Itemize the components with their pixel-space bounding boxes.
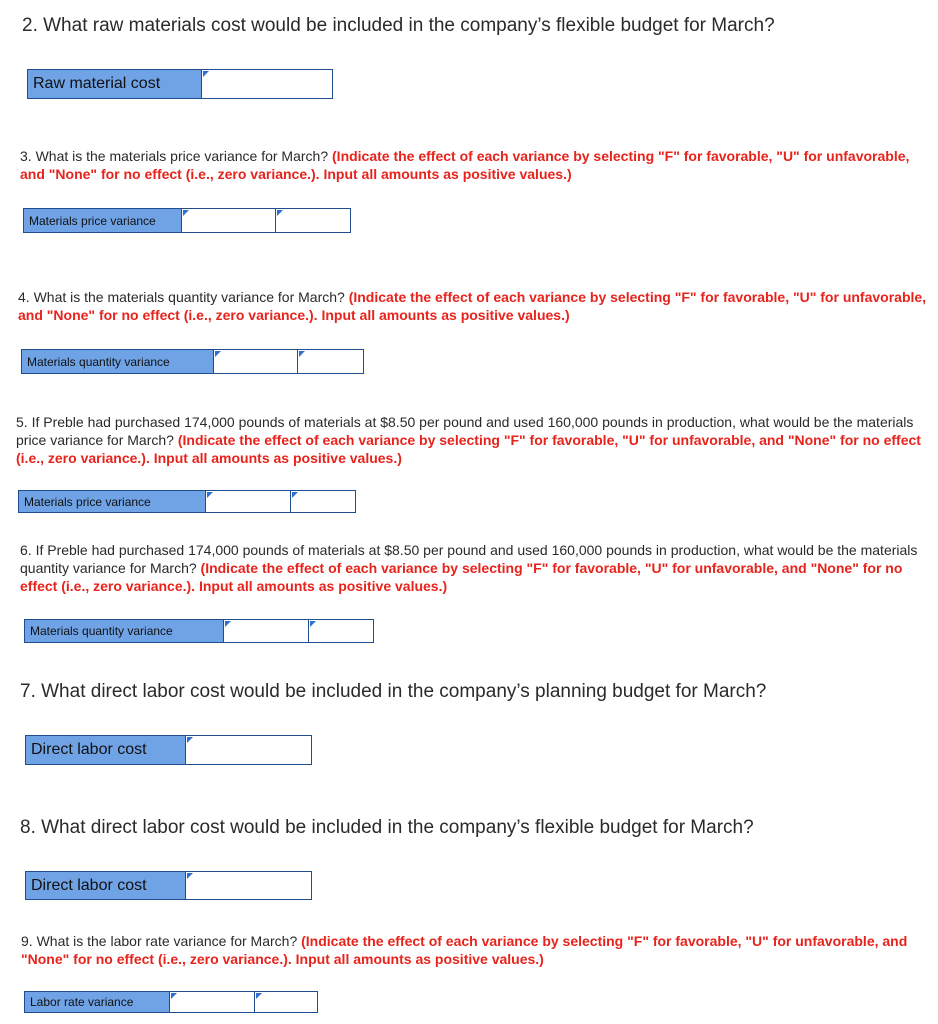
q2-label: Raw material cost xyxy=(28,70,202,98)
q9-effect-select[interactable] xyxy=(255,992,317,1012)
q9-amount-cell xyxy=(170,992,254,1012)
question-9 xyxy=(21,932,933,968)
q3-effect-cell xyxy=(275,209,350,232)
q5-effect-cell xyxy=(290,491,355,512)
question-3 xyxy=(20,147,930,183)
q5-effect-select[interactable] xyxy=(291,491,355,512)
q6-answer-row xyxy=(24,619,374,643)
question-5-instruction: (Indicate the effect of each variance by selecting "F" for favorable, "U" for unfavorable, and "None" for no effect (i.e., zero variance.). Input all amounts as positive values.) xyxy=(16,432,921,467)
question-9-text: 9. What is the labor rate variance for March? xyxy=(21,933,302,949)
q6-label: Materials quantity variance xyxy=(25,620,224,642)
question-9-instruction: (Indicate the effect of each variance by selecting "F" for favorable, "U" for unfavorable, and "None" for no effect (i.e., zero variance.). Input all amounts as positive values.) xyxy=(21,933,908,968)
q9-answer-row xyxy=(24,991,318,1013)
q7-amount-cell xyxy=(186,736,311,764)
q9-amount-input[interactable] xyxy=(170,992,254,1012)
q5-amount-cell xyxy=(206,491,290,512)
question-4 xyxy=(18,288,930,324)
question-2 xyxy=(22,14,922,39)
q8-label: Direct labor cost xyxy=(26,872,186,899)
question-6-text: 6. If Preble had purchased 174,000 pounds of materials at $8.50 per pound and used 160,000 pounds in production, what would be the materials quantity variance for March? xyxy=(20,542,918,577)
q8-answer-row xyxy=(25,871,312,900)
q9-effect-cell xyxy=(254,992,317,1012)
q7-label: Direct labor cost xyxy=(26,736,186,764)
question-8 xyxy=(20,816,920,841)
q8-amount-cell xyxy=(186,872,311,899)
q3-answer-row xyxy=(23,208,351,233)
q4-label: Materials quantity variance xyxy=(22,350,214,373)
q4-effect-cell xyxy=(297,350,363,373)
question-8-text: 8. What direct labor cost would be included in the company’s flexible budget for March? xyxy=(20,817,754,838)
q3-effect-select[interactable] xyxy=(276,209,350,232)
q9-label: Labor rate variance xyxy=(25,992,170,1012)
q4-answer-row xyxy=(21,349,364,374)
question-5 xyxy=(16,413,932,468)
q4-amount-input[interactable] xyxy=(214,350,297,373)
question-3-instruction: (Indicate the effect of each variance by selecting "F" for favorable, "U" for unfavorable, and "None" for no effect (i.e., zero variance.). Input all amounts as positive values.) xyxy=(20,148,910,183)
question-6-instruction: (Indicate the effect of each variance by selecting "F" for favorable, "U" for unfavorable, and "None" for no effect (i.e., zero variance.). Input all amounts as positive values.) xyxy=(20,560,903,595)
q4-effect-select[interactable] xyxy=(298,350,363,373)
q2-amount-input[interactable] xyxy=(202,70,332,98)
q3-amount-input[interactable] xyxy=(182,209,275,232)
q8-amount-input[interactable] xyxy=(186,872,311,899)
question-3-text: 3. What is the materials price variance for March? xyxy=(20,148,333,164)
q5-label: Materials price variance xyxy=(19,491,206,512)
question-5-text: 5. If Preble had purchased 174,000 pounds of materials at $8.50 per pound and used 160,000 pounds in production, what would be the materials price variance for March? xyxy=(16,414,914,449)
question-2-text: 2. What raw materials cost would be included in the company’s flexible budget for March? xyxy=(22,15,775,36)
q5-amount-input[interactable] xyxy=(206,491,290,512)
q7-amount-input[interactable] xyxy=(186,736,311,764)
q6-amount-input[interactable] xyxy=(224,620,308,642)
q6-effect-select[interactable] xyxy=(309,620,373,642)
question-6 xyxy=(20,541,932,596)
q5-answer-row xyxy=(18,490,356,513)
q6-amount-cell xyxy=(224,620,308,642)
q6-effect-cell xyxy=(308,620,373,642)
q3-amount-cell xyxy=(182,209,275,232)
q7-answer-row xyxy=(25,735,312,765)
question-7-text: 7. What direct labor cost would be included in the company’s planning budget for March? xyxy=(20,681,767,702)
question-4-text: 4. What is the materials quantity variance for March? xyxy=(18,289,349,305)
q3-label: Materials price variance xyxy=(24,209,182,232)
q2-answer-row xyxy=(27,69,333,99)
question-7 xyxy=(20,680,920,705)
question-4-instruction: (Indicate the effect of each variance by selecting "F" for favorable, "U" for unfavorable, and "None" for no effect (i.e., zero variance.). Input all amounts as positive values.) xyxy=(18,289,927,324)
q2-amount-cell xyxy=(202,70,332,98)
q4-amount-cell xyxy=(214,350,297,373)
